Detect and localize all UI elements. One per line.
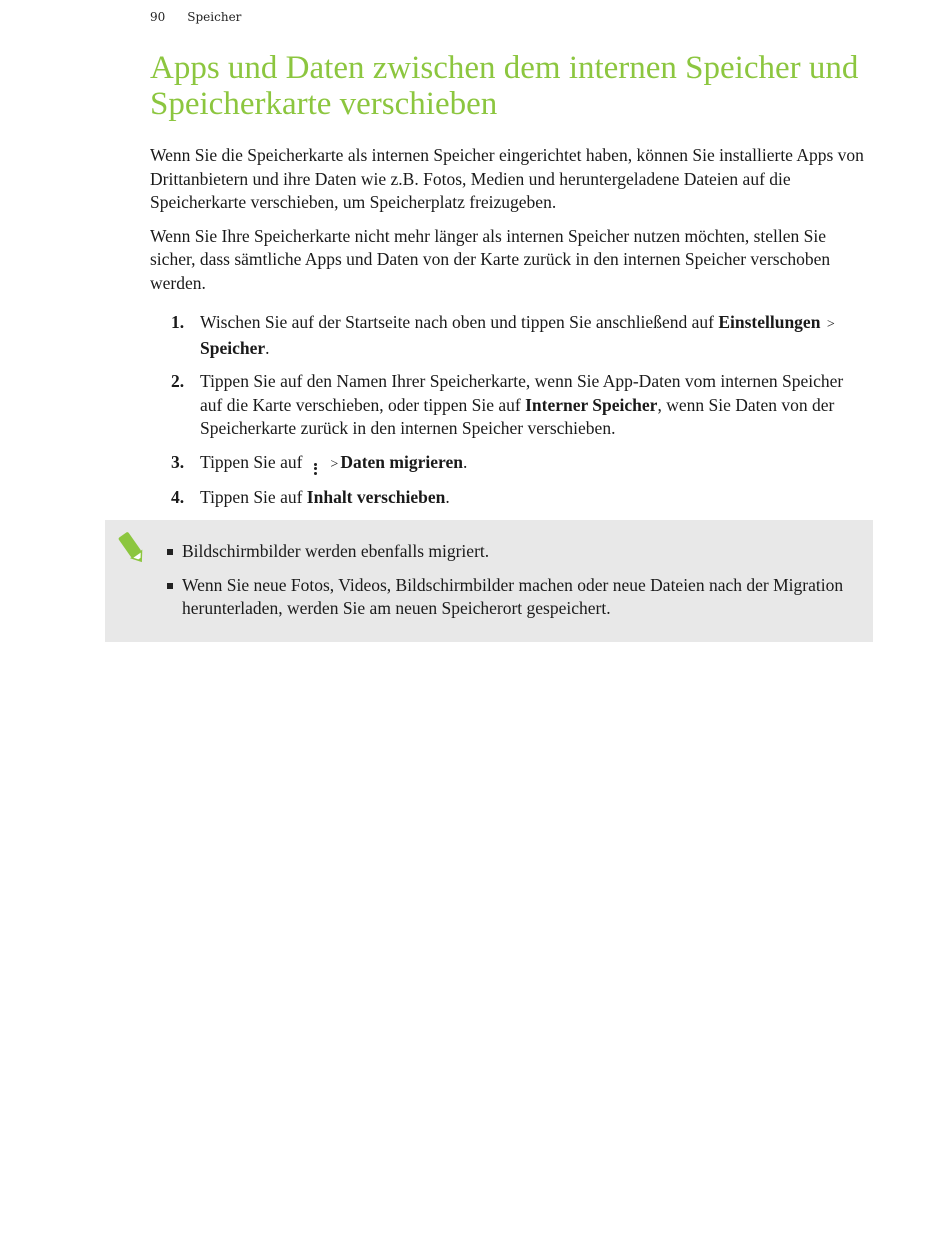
page-number: 90 <box>150 10 166 24</box>
step-item <box>150 451 865 477</box>
step-number: 3. <box>171 451 185 472</box>
step-number: 1. <box>171 312 185 332</box>
steps-list <box>150 311 865 510</box>
more-vertical-icon <box>312 463 318 475</box>
step-item <box>150 370 865 441</box>
note-list <box>167 540 867 631</box>
storage-label: Speicher <box>200 337 266 358</box>
move-content-label: Inhalt verschieben <box>306 487 446 507</box>
step-text-after: , wenn Sie Daten von der Speicherkarte zurück in den internen Speicher verschieben. <box>200 394 835 438</box>
page-header <box>150 10 241 24</box>
migrate-data-label: Daten migrieren <box>340 451 463 472</box>
step-text: Tippen Sie auf <box>200 487 307 507</box>
note-item: Wenn Sie neue Fotos, Videos, Bildschirmbilder machen oder neue Dateien nach der Migration herunterladen, werden Sie am neuen Speicherort gespeichert. <box>167 574 867 621</box>
step-item <box>150 311 865 360</box>
pencil-note-icon <box>115 530 149 566</box>
step-text: Tippen Sie auf <box>200 451 303 472</box>
revert-paragraph: Wenn Sie Ihre Speicherkarte nicht mehr länger als internen Speicher nutzen möchten, stellen Sie sicher, dass sämtliche Apps und Daten von der Karte zurück in den internen Speicher verschoben werden. <box>150 225 831 293</box>
note-box <box>105 520 873 642</box>
main-content <box>150 50 865 520</box>
step-item <box>150 486 865 510</box>
section-name: Speicher <box>187 10 242 24</box>
punctuation: . <box>445 487 450 507</box>
separator: > <box>826 317 835 332</box>
internal-storage-label: Interner Speicher <box>525 394 658 415</box>
punctuation: . <box>265 337 270 358</box>
step-number: 2. <box>171 371 185 391</box>
settings-label: Einstellungen <box>718 312 821 332</box>
step-text: Tippen Sie auf den Namen Ihrer Speicherkarte, wenn Sie App-Daten vom internen Speicher auf die Karte verschieben, oder tippen Sie auf <box>200 371 844 415</box>
punctuation: . <box>462 451 468 472</box>
intro-paragraph: Wenn Sie die Speicherkarte als internen Speicher eingerichtet haben, können Sie installierte Apps von Drittanbietern und ihre Daten wie z.B. Fotos, Medien und heruntergeladene Dateien auf die Speicherkarte verschieben, um Speicherplatz freizugeben. <box>150 145 864 212</box>
page-title: Apps und Daten zwischen dem internen Speicher und Speicherkarte verschieben <box>150 50 859 122</box>
note-item: Bildschirmbilder werden ebenfalls migriert. <box>167 540 867 564</box>
step-number: 4. <box>171 487 185 507</box>
separator: > <box>330 456 339 472</box>
step-text: Wischen Sie auf der Startseite nach oben und tippen Sie anschließend auf <box>200 312 719 332</box>
